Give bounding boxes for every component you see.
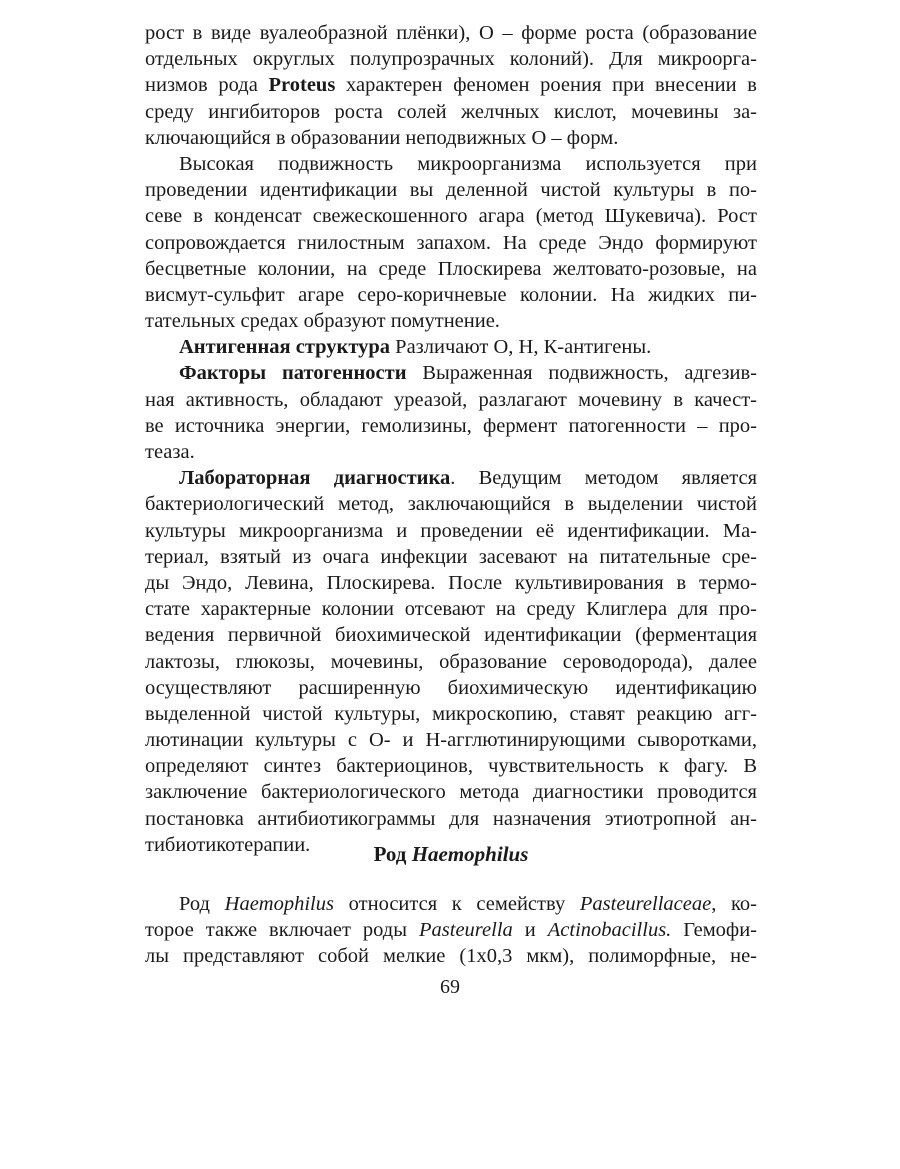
text-line: лактозы, глюкозы, мочевины, образование сероводорода), далее [145,650,757,673]
text-line: териал, взятый из очага инфекции засевают на питательные сре- [145,545,757,568]
section-heading [145,842,757,867]
text-line [145,360,757,386]
text-line: лы представляют собой мелкие (1х0,3 мкм), полиморфные, не- [145,945,757,968]
text-run: торое также включает роды [145,919,420,942]
term-pathogenicity-factors: Факторы патогенности [179,362,407,385]
text-line: постановка антибиотикограммы для назначения этиотропной ан- [145,807,757,830]
term-lab-diagnostics: Лабораторная диагностика [179,467,451,490]
text-run: относится к семейству [333,893,580,915]
paragraph-pathogenicity [145,360,757,465]
text-run: Выраженная подвижность, адгезив- [406,362,757,385]
text-line: выделенной чистой культуры, микроскопию, ставят реакцию агг- [145,702,757,725]
text-line [145,891,757,917]
text-run: , ко- [711,893,757,915]
paragraph-antigen-structure [145,334,757,360]
text-line: осуществляют расширенную биохимическую идентификацию [145,676,757,699]
main-text [145,20,757,858]
page-number: 69 [440,976,460,998]
text-line [145,465,757,491]
heading-genus: Haemophilus [411,842,529,866]
text-line: стате характерные колонии отсевают на среду Клиглера для про- [145,598,757,621]
text-line: тибиотикотерапии. [145,833,311,856]
text-line: заключение бактериологического метода диагностики проводится [145,781,757,804]
term-antigen-structure: Антигенная структура [179,336,391,359]
text-line: ная активность, обладают уреазой, разлагают мочевину в качест- [145,388,757,411]
text-line [145,334,757,360]
text-line: отдельных округлых полупрозрачных колоний). Для микроорга- [145,48,757,71]
genus-proteus: Proteus [268,74,336,97]
paragraph-lab-diagnostics [145,465,757,858]
text-line: теаза. [145,441,195,463]
text-line: ды Эндо, Левина, Плоскирева. После культивирования в термо- [145,571,757,594]
text-line: определяют синтез бактериоцинов, чувствительность к фагу. В [145,755,757,778]
text-line: Высокая подвижность микроорганизма используется при [179,152,757,175]
text-run: Различают О, Н, К-антигены. [390,336,652,359]
family-pasteurellaceae: Pasteurellaceae [579,893,712,915]
text-line [145,72,757,98]
text-line: ведения первичной биохимической идентификации (ферментация [145,624,757,647]
text-line: тательных средах образуют помутнение. [145,310,500,333]
text-run: Род [179,893,225,915]
text-line: лютинации культуры с О- и Н-агглютинирующими сыворотками, [145,729,757,752]
text-run: низмов рода [145,74,269,97]
text-line: рост в виде вуалеобразной плёнки), О – форме роста (образование [145,22,757,44]
text-line: бактериологический метод, заключающийся в выделении чистой [145,493,757,516]
genus-actinobacillus: Actinobacillus. [547,919,672,942]
text-line: сопровождается гнилостным запахом. На среде Эндо формируют [145,231,757,254]
text-line: среду ингибиторов роста солей желчных кислот, мочевины за- [145,100,757,123]
section-text [145,891,757,970]
paragraph-motility [145,151,757,334]
text-run: Гемофи- [671,919,757,942]
text-line: культуры микроорганизма и проведении её идентификации. Ма- [145,519,757,542]
text-line: проведении идентификации вы деленной чистой культуры в по- [145,179,757,202]
text-run: . Ведущим методом является [450,467,757,490]
text-line: ве источника энергии, гемолизины, фермент патогенности – про- [145,414,757,437]
text-run: и [512,919,548,942]
genus-pasteurella: Pasteurella [419,919,513,942]
genus-haemophilus: Haemophilus [224,893,334,915]
text-run: характерен феномен роения при внесении в [335,74,757,97]
text-line: ключающийся в образовании неподвижных О – форм. [145,126,619,149]
text-line: висмут-сульфит агаре серо-коричневые колонии. На жидких пи- [145,283,757,306]
text-line [145,917,757,943]
text-line: бесцветные колонии, на среде Плоскирева желтовато-розовые, на [145,257,757,280]
text-line: севе в конденсат свежескошенного агара (метод Шукевича). Рост [145,205,757,228]
heading-prefix: Род [373,842,412,866]
paragraph-growth-forms [145,20,757,151]
